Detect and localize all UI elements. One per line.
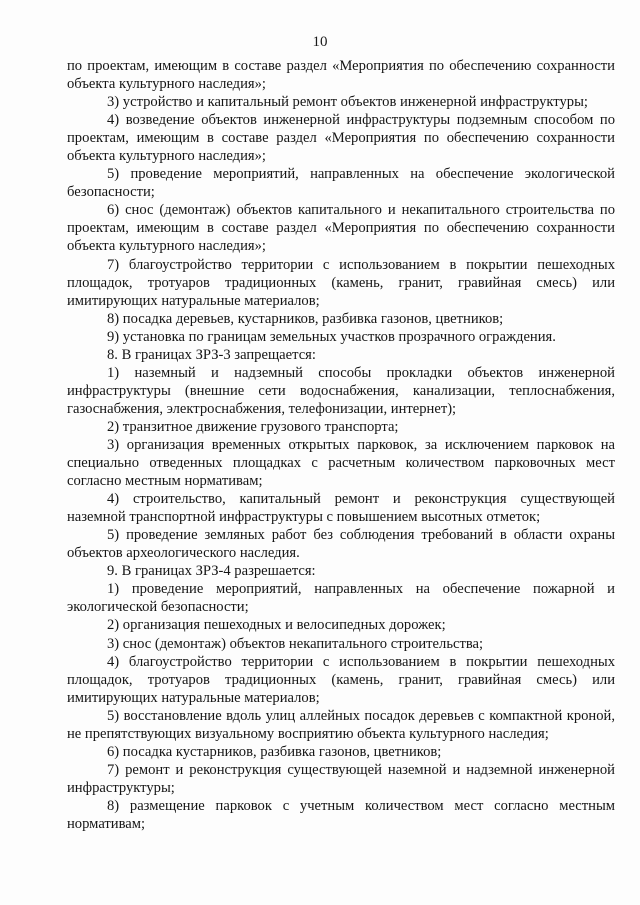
page-number: 10 — [312, 34, 328, 50]
list-item: 2) транзитное движение грузового транспорта; — [107, 418, 399, 435]
list-item: 2) организация пешеходных и велосипедных дорожек; — [107, 617, 446, 634]
list-item: 7) ремонт и реконструкция существующей наземной и надземной инженерной инфраструктуры; — [67, 761, 615, 796]
list-item: 3) организация временных открытых парковок, за исключением парковок на специально отведенных площадках с расчетным количеством парковочных мест согласно местным нормативам; — [67, 436, 615, 490]
section-heading: 9. В границах ЗРЗ-4 разрешается: — [107, 563, 316, 580]
list-item: 1) наземный и надземный способы прокладки объектов инженерной инфраструктуры (внешние сети водоснабжения, канализации, теплоснабжения, газоснабжения, электроснабжения, телефонизации, интернет); — [67, 364, 615, 417]
document-body — [67, 57, 615, 833]
list-item: 5) проведение мероприятий, направленных на обеспечение экологической безопасности; — [67, 166, 615, 201]
list-item: 5) проведение земляных работ без соблюдения требований в области охраны объектов археологического наследия. — [67, 527, 615, 562]
section-heading: 8. В границах ЗРЗ-3 запрещается: — [107, 346, 316, 363]
list-item: 3) устройство и капитальный ремонт объектов инженерной инфраструктуры; — [107, 94, 588, 111]
list-item: 6) посадка кустарников, разбивка газонов, цветников; — [107, 743, 442, 760]
list-item: 4) возведение объектов инженерной инфраструктуры подземным способом по проектам, имеющим в составе раздел «Мероприятия по обеспечению сохранности объекта культурного наследия»; — [67, 112, 615, 165]
list-item: 7) благоустройство территории с использованием в покрытии пешеходных площадок, тротуаров традиционных (камень, гранит, гравийная смесь) или имитирующих натуральные материалов; — [67, 256, 615, 309]
list-item: 1) проведение мероприятий, направленных на обеспечение пожарной и экологической безопасности; — [67, 581, 615, 616]
list-item: 3) снос (демонтаж) объектов некапитального строительства; — [107, 635, 484, 652]
paragraph-continuation: по проектам, имеющим в составе раздел «Мероприятия по обеспечению сохранности объекта культурного наследия»; — [67, 58, 615, 93]
list-item: 4) строительство, капитальный ремонт и реконструкция существующей наземной транспортной инфраструктуры с повышением высотных отметок; — [67, 491, 615, 526]
list-item: 8) посадка деревьев, кустарников, разбивка газонов, цветников; — [107, 310, 504, 327]
list-item: 6) снос (демонтаж) объектов капитального и некапитального строительства по проектам, имеющим в составе раздел «Мероприятия по обеспечению сохранности объекта культурного наследия»; — [67, 202, 615, 255]
list-item: 4) благоустройство территории с использованием в покрытии пешеходных площадок, тротуаров традиционных (камень, гранит, гравийная смесь) или имитирующих натуральные материалов; — [67, 653, 615, 706]
list-item: 9) установка по границам земельных участков прозрачного ограждения. — [107, 328, 556, 345]
list-item: 5) восстановление вдоль улиц аллейных посадок деревьев с компактной кроной, не препятствующих визуальному восприятию объекта культурного наследия; — [67, 707, 615, 742]
list-item: 8) размещение парковок с учетным количеством мест согласно местным нормативам; — [67, 797, 615, 832]
